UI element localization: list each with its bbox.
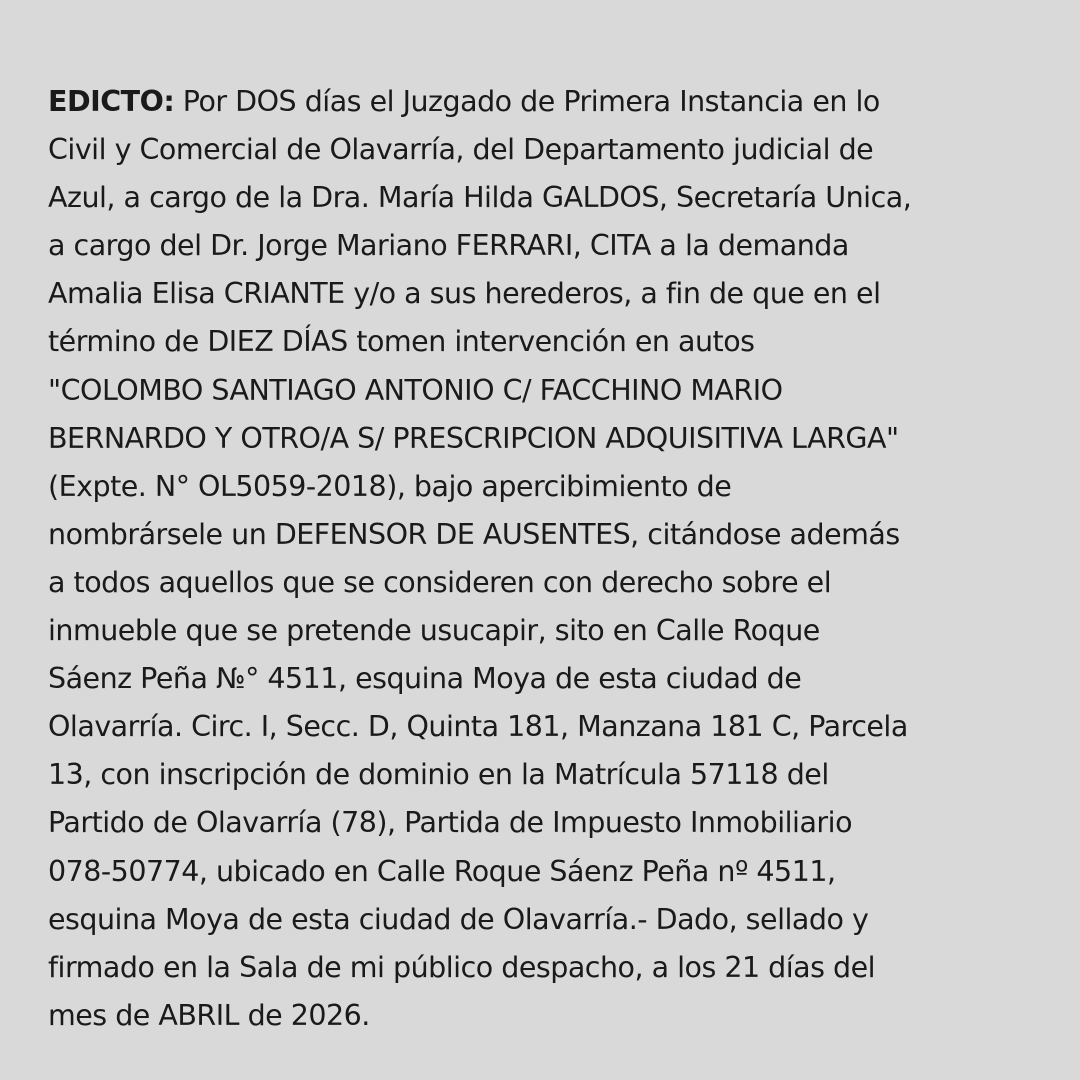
edict-line-8: BERNARDO Y OTRO/A S/ PRESCRIPCION ADQUISITIVA LARGA" — [48, 421, 899, 455]
edict-line-20: mes de ABRIL de 2026. — [48, 998, 370, 1032]
edict-line-17: 078-50774, ubicado en Calle Roque Sáenz Peña nº 4511, — [48, 854, 836, 888]
edict-line-11: a todos aquellos que se consideren con derecho sobre el — [48, 565, 832, 599]
edict-label: EDICTO: — [48, 85, 175, 118]
edict-line-12: inmueble que se pretende usucapir, sito en Calle Roque — [48, 614, 820, 648]
edict-line-4: a cargo del Dr. Jorge Mariano FERRARI, CITA a la demanda — [48, 229, 849, 263]
edict-body — [48, 78, 1048, 1040]
edict-line-18: esquina Moya de esta ciudad de Olavarría.- Dado, sellado y — [48, 902, 869, 936]
edict-line-1-text: Por DOS días el Juzgado de Primera Instancia en lo — [174, 85, 880, 118]
edict-line-1 — [48, 78, 1048, 126]
edict-line-10: nombrársele un DEFENSOR DE AUSENTES, citándose además — [48, 517, 900, 551]
edict-line-9: (Expte. N° OL5059-2018), bajo apercibimiento de — [48, 469, 732, 503]
edict-line-2: Civil y Comercial de Olavarría, del Departamento judicial de — [48, 133, 874, 167]
edict-line-14: Olavarría. Circ. I, Secc. D, Quinta 181, Manzana 181 C, Parcela — [48, 710, 908, 744]
edict-line-5: Amalia Elisa CRIANTE y/o a sus herederos, a fin de que en el — [48, 277, 881, 311]
edict-line-13: Sáenz Peña №° 4511, esquina Moya de esta ciudad de — [48, 662, 802, 696]
edict-line-19: firmado en la Sala de mi público despacho, a los 21 días del — [48, 950, 876, 984]
edict-line-7: "COLOMBO SANTIAGO ANTONIO C/ FACCHINO MARIO — [48, 373, 783, 407]
edict-line-15: 13, con inscripción de dominio en la Matrícula 57118 del — [48, 758, 829, 792]
edict-line-3: Azul, a cargo de la Dra. María Hilda GALDOS, Secretaría Unica, — [48, 181, 912, 215]
edict-line-6: término de DIEZ DÍAS tomen intervención en autos — [48, 325, 755, 359]
edict-line-16: Partido de Olavarría (78), Partida de Impuesto Inmobiliario — [48, 806, 852, 840]
